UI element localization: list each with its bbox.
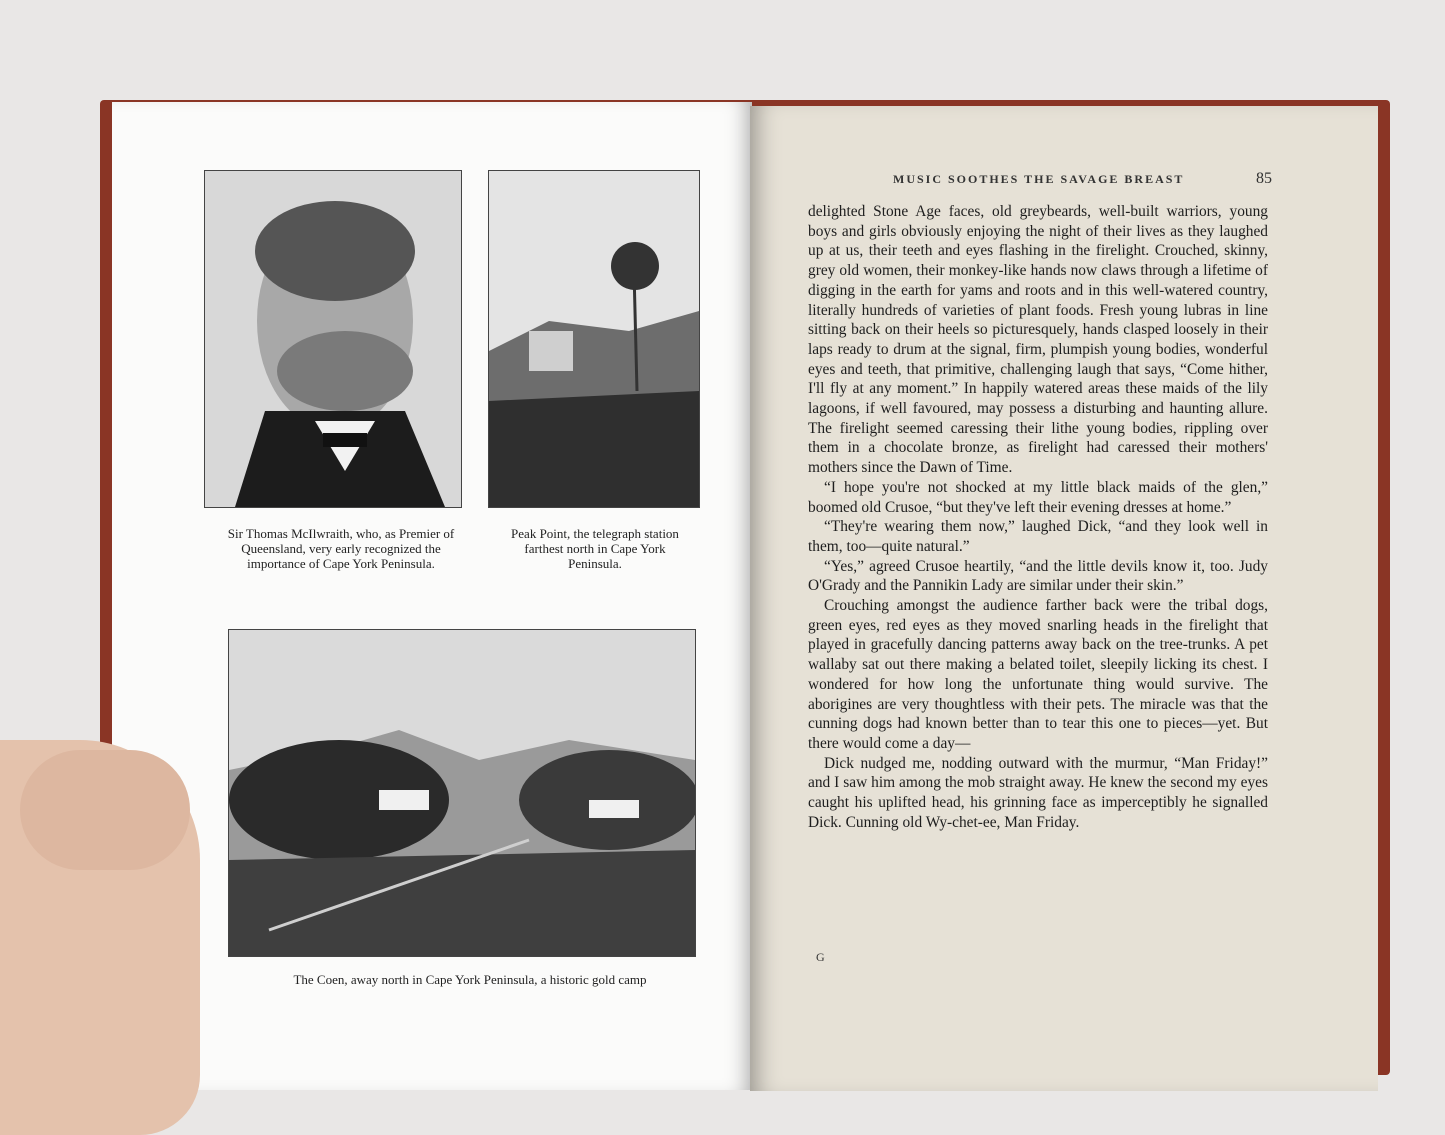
portrait-photo bbox=[204, 170, 462, 508]
thumb bbox=[20, 750, 190, 870]
paragraph: “Yes,” agreed Crusoe heartily, “and the little devils know it, too. Judy O'Grady and the Pannikin Lady are similar under their skin.” bbox=[808, 557, 1268, 595]
paragraph: “I hope you're not shocked at my little black maids of the glen,” boomed old Crusoe, “but they've left their evening dresses at home.” bbox=[808, 478, 1268, 516]
portrait-caption: Sir Thomas McIlwraith, who, as Premier of Queensland, very early recognized the importance of Cape York Peninsula. bbox=[227, 526, 455, 571]
peak-point-image bbox=[489, 171, 699, 507]
signature-mark: G bbox=[816, 950, 825, 964]
paragraph: Crouching amongst the audience farther back were the tribal dogs, green eyes, red eyes as they moved snarling heads in the firelight that played in gracefully dancing patterns away back on the tree-trunks. A pet wallaby sat out there making a belated toilet, sleepily licking its chest. I wondered for how long the unfortunate thing would survive. The aborigines are very thoughtless with their pets. The miracle was that the cunning dogs had known better than to tear this one to pieces—yet. But there would come a day— bbox=[808, 597, 1268, 752]
running-head: MUSIC SOOTHES THE SAVAGE BREAST bbox=[893, 172, 1185, 186]
paragraph: Dick nudged me, nodding outward with the murmur, “Man Friday!” and I saw him among the mob straight away. He knew the second my eyes caught his uplifted head, his grinning face as imperceptibly he signalled Dick. Cunning old Wy-chet-ee, Man Friday. bbox=[808, 754, 1268, 831]
page-number: 85 bbox=[1256, 170, 1272, 187]
peak-point-photo bbox=[488, 170, 700, 508]
paragraph: delighted Stone Age faces, old greybeards, well-built warriors, young boys and girls obviously enjoying the night of their lives as they laughed up at us, their teeth and eyes flashing in the firelight. Crouched, skinny, grey old women, their monkey-like hands now claws through a lifetime of digging in the earth for yams and roots and in this well-watered country, literally hundreds of varieties of plant foods. Fresh young lubras in line sitting back on their heels so picturesquely, hands clasped loosely in their laps ready to drum at the signal, firm, plumpish young bodies, wonderful eyes and teeth, that primitive, challenging laugh that says, “Come hither, I'll fly at any moment.” In happily watered areas these maids of the lily lagoons, if well favoured, may possess a disturbing and haunting allure. The firelight seemed caressing their lithe young bodies, rippling over them in a chocolate bronze, as firelight had caressed their mothers' mothers since the Dawn of Time. bbox=[808, 203, 1268, 477]
body-text bbox=[808, 202, 1268, 833]
peak-point-caption: Peak Point, the telegraph station farthest north in Cape York Peninsula. bbox=[511, 526, 679, 571]
coen-photo bbox=[228, 629, 696, 957]
coen-caption: The Coen, away north in Cape York Peninsula, a historic gold camp bbox=[293, 972, 647, 987]
portrait-image bbox=[205, 171, 461, 507]
coen-image bbox=[229, 630, 695, 956]
paragraph: “They're wearing them now,” laughed Dick, “and they look well in them, too—quite natural.” bbox=[808, 518, 1268, 555]
